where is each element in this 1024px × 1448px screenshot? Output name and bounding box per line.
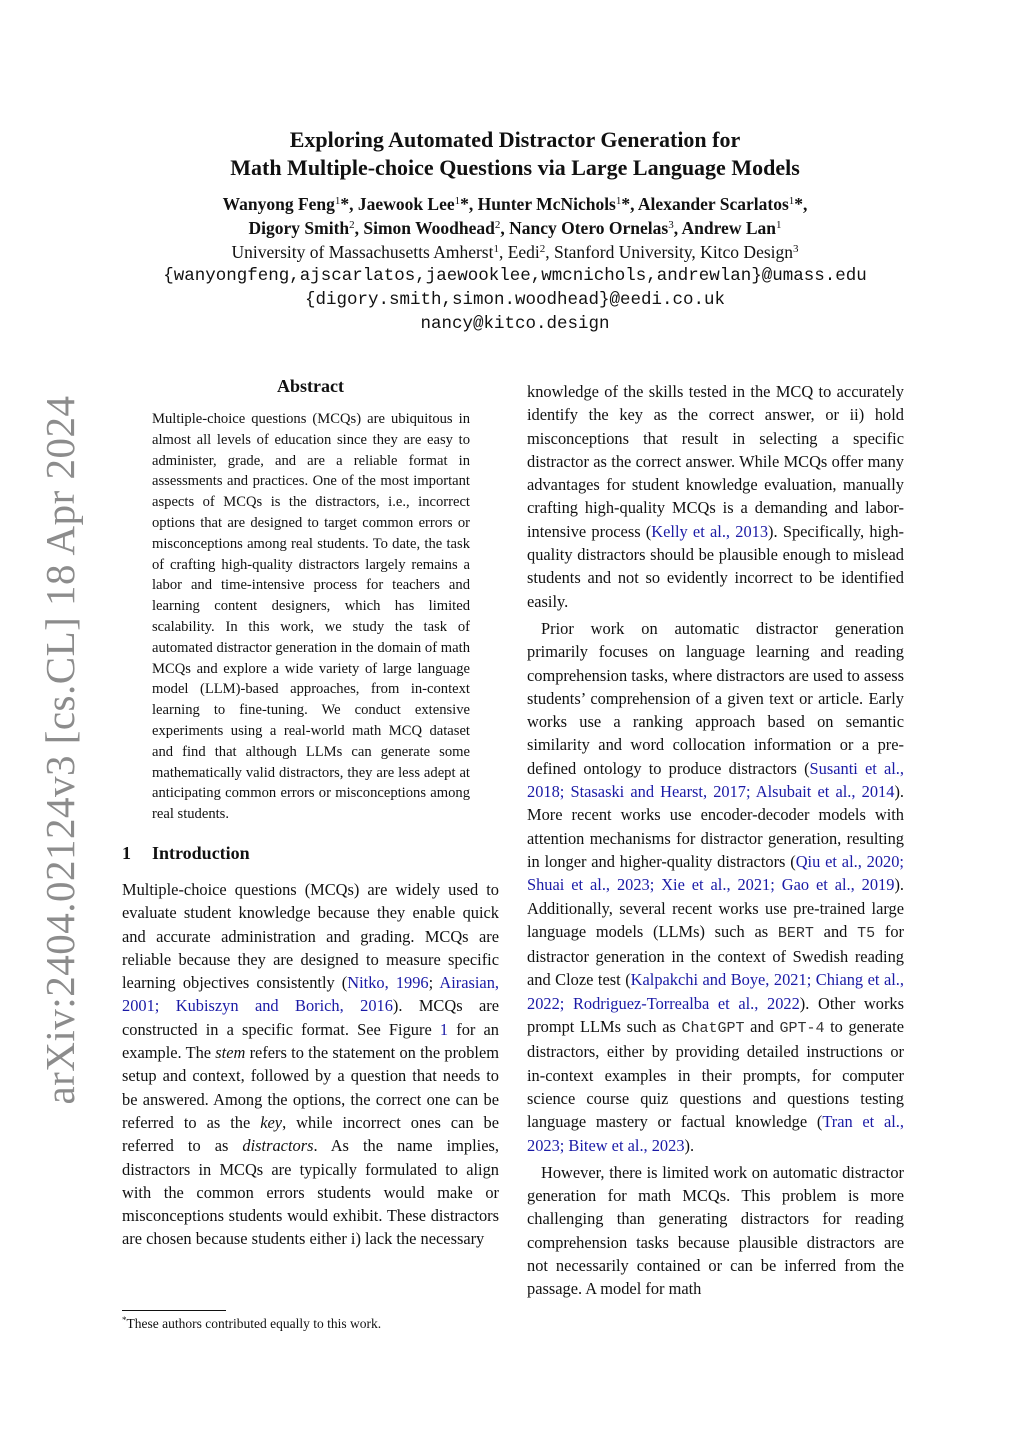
citation-link[interactable]: Qiu et al., 2020; Shuai et al., 2023; Xie et al., 2021; Gao et al., 2019 xyxy=(527,851,904,895)
affil-sup: 1 xyxy=(493,243,499,255)
text-run: ). xyxy=(684,1135,695,1155)
citation-link[interactable]: Kalpakchi and Boye, 2021; Chiang et al., 2022; Rodriguez-Torrealba et al., 2022 xyxy=(527,970,904,1013)
text-run: for distractor generation in the context of Swedish reading and Cloze test ( xyxy=(527,921,904,990)
footnote-text: These authors contributed equally to this work. xyxy=(126,1316,382,1331)
author-affil-sup: 1 xyxy=(776,219,782,231)
text-run: refers to the statement on the problem setup and context, followed by a question that needs to be answered. Among the options, the correct one can be referred to as the xyxy=(122,1043,499,1132)
paper-title-line-1: Exploring Automated Distractor Generation for xyxy=(289,127,741,152)
author-name: Alexander Scarlatos xyxy=(637,194,789,214)
affiliation-name: University of Massachusetts Amherst xyxy=(231,242,494,262)
abstract-heading: Abstract xyxy=(277,376,344,396)
text-run: knowledge of the skills tested in the MCQ to accurately identify the key as the correct answer, or ii) hold misconceptions that result in selecting a specific distractor as the correct answer. While MCQs offer many advantages for student knowledge evaluation, manually crafting high-quality MCQs is a demanding and labor-intensive process ( xyxy=(527,382,904,541)
intro-paragraph-1 xyxy=(122,878,499,1251)
text-run: for an example. The xyxy=(122,1019,499,1063)
author-affil-sup: 2 xyxy=(349,219,355,231)
citation-link[interactable]: Nitko, 1996 xyxy=(347,973,429,993)
email-line-1[interactable]: {wanyongfeng,ajscarlatos,jaewooklee,wmcnichols,andrewlan}@umass.edu xyxy=(163,266,867,286)
text-run: ). Other works prompt LLMs such as xyxy=(527,993,904,1037)
right-column xyxy=(527,380,904,1301)
text-run: and xyxy=(813,921,858,941)
author-affil-sup: 1 xyxy=(454,195,461,207)
term-distractors: distractors xyxy=(242,1136,314,1156)
text-run: ). Additionally, several recent works use pre-trained large language models (LLMs) such as xyxy=(527,875,904,941)
author-name: Digory Smith xyxy=(248,218,350,238)
section-title: Introduction xyxy=(152,842,250,863)
affil-sup: 2 xyxy=(539,243,546,255)
author-name: Nancy Otero Ornelas xyxy=(509,218,669,238)
citation-link[interactable]: Kelly et al., 2013 xyxy=(651,521,769,541)
text-run: ; xyxy=(428,973,440,993)
section-heading-introduction xyxy=(122,843,499,864)
equal-contrib-mark: * xyxy=(460,194,469,214)
paper-header xyxy=(90,126,940,336)
text-run: ). Specifically, high-quality distractors should be plausible enough to mislead students and not so evidently incorrect to be identified easily. xyxy=(527,521,904,611)
author-name: Andrew Lan xyxy=(681,218,776,238)
citation-link[interactable]: Airasian, 2001; Kubiszyn and Borich, 2016 xyxy=(122,973,499,1016)
author-line-1: Wanyong Feng$^1$*, Jaewook Lee$^1$*, Hunter McNichols$^1$*, Alexander Scarlatos$^1$*, xyxy=(222,194,808,214)
left-column xyxy=(122,376,499,1251)
term-key: key xyxy=(260,1112,283,1132)
text-run: , while incorrect ones can be referred to as xyxy=(122,1112,500,1156)
section-number: 1 xyxy=(122,842,131,863)
author-name: Wanyong Feng xyxy=(222,194,335,214)
footnote xyxy=(122,1316,381,1332)
author-list xyxy=(90,192,940,240)
code-chatgpt: ChatGPT xyxy=(681,1020,745,1038)
equal-contrib-mark: * xyxy=(621,194,631,214)
text-run: Multiple-choice questions (MCQs) are widely used to evaluate student knowledge because they enable quick and accurate administration and grading. MCQs are reliable because they are designed to measure specific learning objectives consistently ( xyxy=(122,879,499,993)
right-paragraph-3: However, there is limited work on automatic distractor generation for math MCQs. This problem is more challenging than generating distractors for reading comprehension tasks because plausible distractors are not necessarily contained or can be inferred from the passage. A model for math xyxy=(527,1162,904,1299)
abstract-text: Multiple-choice questions (MCQs) are ubiquitous in almost all levels of education since they are easy to administer, grade, and are a reliable format in assessments and practices. One of the most important aspects of MCQs is the distractors, i.e., incorrect options that are designed to target common errors or misconceptions among real students. To date, the task of crafting high-quality distractors largely remains a labor and time-intensive process for teachers and learning content designers, which has limited scalability. In this work, we study the task of automated distractor generation in the domain of math MCQs and explore a wide variety of large language model (LLM)-based approaches, from in-context learning to fine-tuning. We conduct extensive experiments using a real-world math MCQ dataset and find that although LLMs can generate some mathematically valid distractors, they are less adept at anticipating common errors or misconceptions among real students. xyxy=(152,411,470,823)
author-affil-sup: 3 xyxy=(668,219,674,231)
author-affil-sup: 1 xyxy=(334,195,341,207)
text-run: to generate distractors, either by providing detailed instructions or in-context examples in their prompts, for computer science course quiz questions and questions testing language mastery or factual knowledge ( xyxy=(527,1017,904,1132)
arxiv-identifier: arXiv:2404.02124v3 [cs.CL] 18 Apr 2024 xyxy=(37,395,83,1105)
text-run: . As the name implies, distractors in MCQs are typically formulated to align with the common errors students would make or misconceptions students would exhibit. These distractors are chosen because students either i) lack the necessary xyxy=(122,1136,499,1249)
figure-ref-link[interactable]: 1 xyxy=(439,1019,449,1039)
term-stem: stem xyxy=(215,1043,246,1063)
author-name: Simon Woodhead xyxy=(363,218,495,238)
author-affil-sup: 1 xyxy=(615,195,622,207)
code-gpt4: GPT-4 xyxy=(779,1020,825,1038)
author-affil-sup: 1 xyxy=(788,195,795,207)
affiliations: University of Massachusetts Amherst$^1$, Eedi$^2$, Stanford University, Kitco Design$^3$ xyxy=(231,242,799,262)
text-run: Prior work on automatic distractor generation primarily focuses on language learning and reading comprehension tasks, where distractors are used to assess students’ comprehension of a given text or article. Early works use a ranking approach based on semantic similarity and word collocation information or a pre-defined ontology to produce distractors ( xyxy=(527,618,904,778)
citation-link[interactable]: Tran et al., 2023; Bitew et al., 2023 xyxy=(527,1112,904,1155)
text-run: ). More recent works use encoder-decoder models with attention mechanisms for distractor generation, resulting in longer and higher-quality distractors ( xyxy=(527,782,904,871)
affiliation-name: Eedi xyxy=(507,242,540,262)
footnote-divider xyxy=(122,1310,226,1311)
author-name: Hunter McNichols xyxy=(477,194,616,214)
paper-title-line-2: Math Multiple-choice Questions via Large Language Models xyxy=(230,155,800,180)
text-run: and xyxy=(744,1017,780,1037)
author-line-2: Digory Smith$^2$, Simon Woodhead$^2$, Nancy Otero Ornelas$^3$, Andrew Lan$^1$ xyxy=(248,218,782,238)
right-paragraph-2 xyxy=(527,617,904,1157)
code-bert: BERT xyxy=(777,924,814,942)
email-line-3[interactable]: nancy@kitco.design xyxy=(420,314,610,334)
footnote-mark: * xyxy=(122,1315,127,1325)
author-name: Jaewook Lee xyxy=(357,194,455,214)
equal-contrib-mark: * xyxy=(340,194,350,214)
email-line-2[interactable]: {digory.smith,simon.woodhead}@eedi.co.uk xyxy=(304,290,726,310)
right-paragraph-1 xyxy=(527,380,904,613)
author-affil-sup: 2 xyxy=(494,219,501,231)
equal-contrib-mark: * xyxy=(794,194,804,214)
citation-link[interactable]: Susanti et al., 2018; Stasaski and Hearst, 2017; Alsubait et al., 2014 xyxy=(527,758,904,802)
code-t5: T5 xyxy=(857,924,876,942)
affiliation-name: Stanford University, Kitco Design xyxy=(554,242,794,262)
text-run: ). MCQs are constructed in a specific format. See Figure xyxy=(122,996,499,1039)
affil-sup: 3 xyxy=(793,243,799,255)
